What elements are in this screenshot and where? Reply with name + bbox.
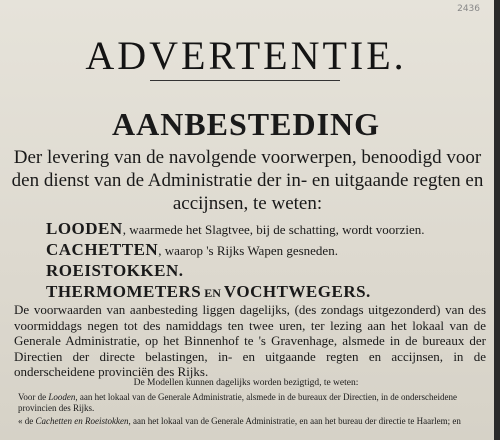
list-item [46, 260, 486, 281]
note-looden: Voor de Looden, aan het lokaal van de Generale Administratie, alsmede in de bureaux der Directien, in de onderscheidene provincien des Rijks. [18, 392, 457, 413]
note-emphasis: Looden [48, 392, 76, 402]
item-conjunction: EN [201, 286, 224, 300]
note-cachetten: « de Cachetten en Roeistokken, aan het lokaal van de Generale Administratie, en aan het bureau der directie te Haarlem; en [18, 416, 461, 426]
item-name-2: VOCHTWEGERS. [223, 282, 371, 301]
item-list [46, 218, 486, 302]
item-name: CACHETTEN [46, 240, 159, 259]
conditions-paragraph: De voorwaarden van aanbesteding liggen dagelijks, (des zondags uitgezonderd) van des voormiddags negen tot des namiddags ten twee uren, ter lezing aan het lokaal van de Generale Administratie, op het Binnenhof te 's Gravenhage, alsmede in de bureaux der Directien der directe belastingen, in- en uitgaande regten en accijnsen, in de onderscheidene provinciën des Rijks. [14, 302, 486, 379]
item-description: , waarop 's Rijks Wapen gesneden. [158, 243, 338, 258]
item-name: THERMOMETERS [46, 282, 202, 301]
item-name: ROEISTOKKEN. [46, 261, 184, 280]
item-description: , waarmede het Slagtvee, bij de schatting, wordt voorzien. [122, 222, 425, 237]
item-name: LOODEN [46, 219, 123, 238]
list-item [46, 281, 486, 302]
list-item [46, 218, 486, 239]
archive-number: 2436 [457, 4, 480, 14]
document-title: ADVERTENTIE. [85, 33, 407, 78]
section-heading: AANBESTEDING [111, 106, 381, 142]
models-heading: De Modellen kunnen dagelijks worden bezigtigd, te weten: [133, 378, 359, 388]
intro-text: Der levering van de navolgende voorwerpen, benoodigd voor den dienst van de Administratie der in- en uitgaande regten en accijnsen, te weten: [11, 147, 484, 214]
list-item [46, 239, 486, 260]
title-underline [150, 80, 340, 81]
note-emphasis: Cachetten en Roeistokken [35, 416, 129, 426]
